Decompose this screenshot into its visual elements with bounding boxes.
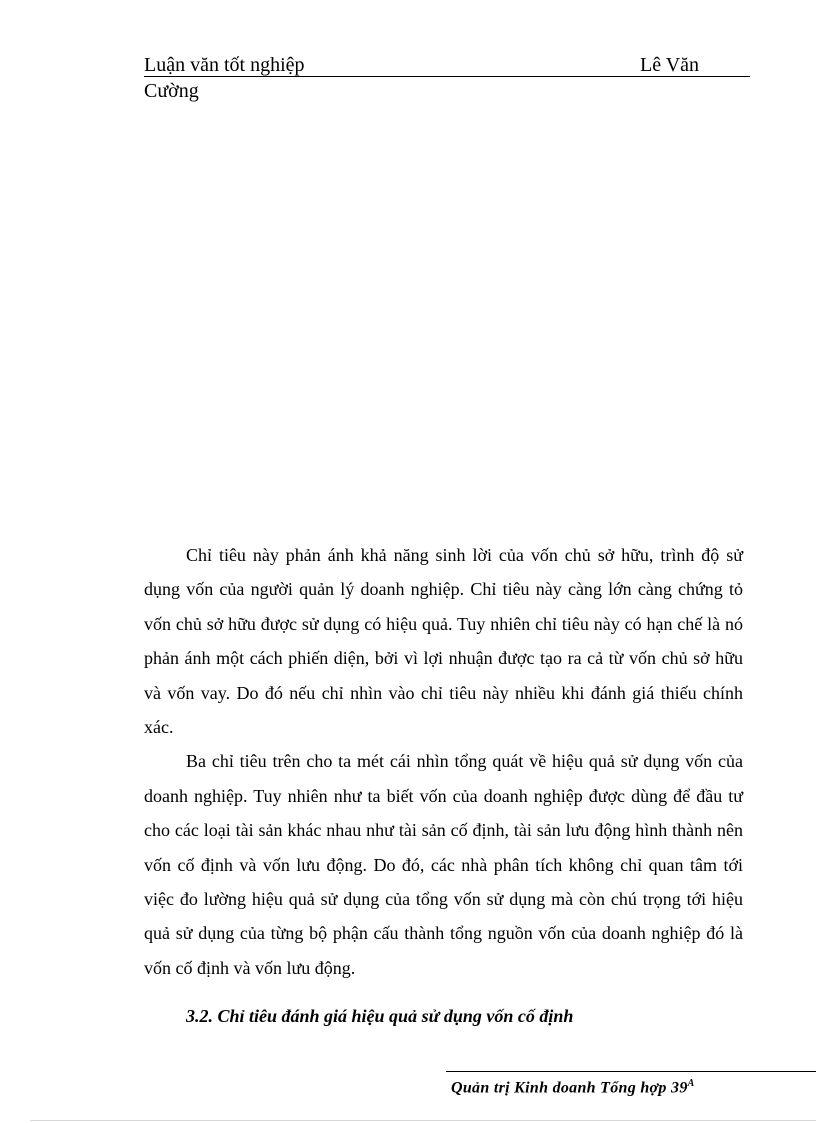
section-heading: 3.2. Chỉ tiêu đánh giá hiệu quả sử dụng vốn cố định	[186, 1006, 574, 1026]
page-footer	[451, 1073, 695, 1099]
footer-label: Quản trị Kinh doanh Tổng hợp 39	[451, 1079, 688, 1097]
header-author-name: Lê Văn	[640, 54, 700, 76]
header-author-surname: Cường	[144, 80, 199, 102]
header-divider	[144, 76, 750, 77]
footer-superscript: A	[687, 1078, 695, 1089]
footer-divider	[446, 1071, 816, 1072]
document-body	[144, 538, 743, 985]
paragraph-2: Ba chỉ tiêu trên cho ta mét cái nhìn tổng quát về hiệu quả sử dụng vốn của doanh nghiệp. Tuy nhiên như ta biết vốn của doanh nghiệp được dùng để đầu tư cho các loại tài sản khác nhau như tài sản cố định, tài sản lưu động hình thành nên vốn cố định và vốn lưu động. Do đó, các nhà phân tích không chỉ quan tâm tới việc đo lường hiệu quả sử dụng của tổng vốn sử dụng mà còn chú trọng tới hiệu quả sử dụng của từng bộ phận cấu thành tổng nguồn vốn của doanh nghiệp đó là vốn cố định và vốn lưu động.	[144, 751, 743, 978]
paragraph-1: Chỉ tiêu này phản ánh khả năng sinh lời của vốn chủ sở hữu, trình độ sử dụng vốn của người quản lý doanh nghiệp. Chỉ tiêu này càng lớn càng chứng tỏ vốn chủ sở hữu được sử dụng có hiệu quả. Tuy nhiên chỉ tiêu này có hạn chế là nó phản ánh một cách phiến diện, bởi vì lợi nhuận được tạo ra cả từ vốn chủ sở hữu và vốn vay. Do đó nếu chỉ nhìn vào chỉ tiêu này nhiều khi đánh giá thiếu chính xác.	[144, 545, 743, 738]
header-thesis-title: Luận văn tốt nghiệp	[144, 54, 305, 76]
page-bottom-edge	[30, 1120, 816, 1121]
